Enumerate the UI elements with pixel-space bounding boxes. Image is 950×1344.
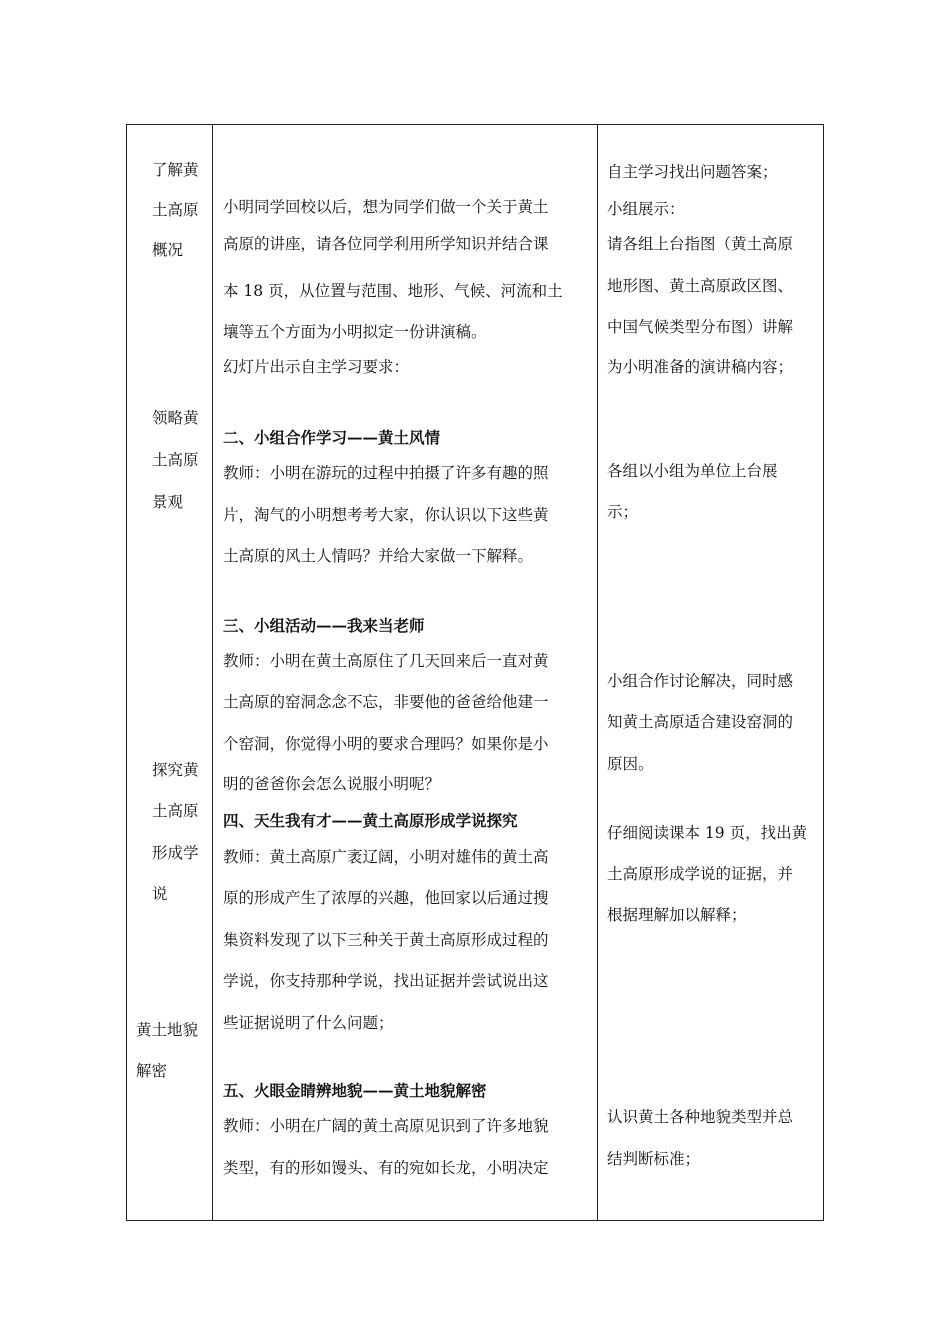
topic-text: 领略黄 [152, 409, 199, 427]
section-heading: 四、天生我有才——黄土高原形成学说探究 [223, 811, 518, 830]
teacher-line: 类型，有的形如馒头、有的宛如长龙，小明决定 [223, 1159, 549, 1177]
teacher-line: 幻灯片出示自主学习要求： [223, 358, 410, 376]
student-line: 地形图、黄土高原政区图、 [607, 277, 794, 295]
student-line: 各组以小组为单位上台展 [607, 462, 778, 480]
teacher-line: 本 18 页，从位置与范围、地形、气候、河流和土 [223, 282, 563, 300]
student-line: 认识黄土各种地貌类型并总 [607, 1108, 794, 1126]
student-line: 原因。 [607, 755, 654, 773]
teacher-line: 个窑洞，你觉得小明的要求合理吗？如果你是小 [223, 735, 549, 753]
topic-text: 土高原 [152, 201, 199, 219]
student-line: 小组展示： [607, 200, 685, 218]
topic-text: 说 [152, 885, 168, 903]
teacher-line: 教师：小明在游玩的过程中拍摄了许多有趣的照 [223, 464, 549, 482]
topic-text: 概况 [152, 241, 184, 259]
section-heading: 二、小组合作学习——黄土风情 [223, 428, 441, 447]
topic-text: 解密 [136, 1062, 168, 1080]
teacher-line: 原的形成产生了浓厚的兴趣，他回家以后通过搜 [223, 889, 549, 907]
topic-text: 探究黄 [152, 761, 199, 779]
student-line: 知黄土高原适合建设窑洞的 [607, 713, 794, 731]
topic-text: 形成学 [152, 844, 199, 862]
student-line: 仔细阅读课本 19 页，找出黄 [607, 824, 808, 842]
topic-text: 土高原 [152, 802, 199, 820]
teacher-line: 教师：小明在黄土高原住了几天回来后一直对黄 [223, 652, 549, 670]
column-divider-2 [597, 125, 598, 1220]
topic-text: 景观 [152, 493, 184, 511]
column-divider-1 [212, 125, 213, 1220]
student-line: 请各组上台指图（黄土高原 [607, 235, 794, 253]
student-line: 为小明准备的演讲稿内容； [607, 358, 794, 376]
teacher-line: 土高原的窑洞念念不忘，非要他的爸爸给他建一 [223, 693, 549, 711]
student-line: 小组合作讨论解决，同时感 [607, 672, 794, 690]
student-line: 土高原形成学说的证据，并 [607, 865, 794, 883]
student-line: 自主学习找出问题答案； [607, 163, 778, 181]
teacher-line: 教师：小明在广阔的黄土高原见识到了许多地貌 [223, 1117, 549, 1135]
teacher-line: 集资料发现了以下三种关于黄土高原形成过程的 [223, 931, 549, 949]
section-heading: 三、小组活动——我来当老师 [223, 616, 425, 635]
student-line: 根据理解加以解释； [607, 906, 747, 924]
section-heading: 五、火眼金睛辨地貌——黄土地貌解密 [223, 1081, 487, 1100]
topic-text: 了解黄 [152, 161, 199, 179]
teacher-line: 教师：黄土高原广袤辽阔，小明对雄伟的黄土高 [223, 848, 549, 866]
teacher-line: 高原的讲座，请各位同学利用所学知识并结合课 [223, 235, 549, 253]
teacher-line: 些证据说明了什么问题； [223, 1014, 394, 1032]
teacher-line: 壤等五个方面为小明拟定一份讲演稿。 [223, 323, 487, 341]
topic-text: 黄土地貌 [136, 1021, 199, 1039]
teacher-line: 小明同学回校以后，想为同学们做一个关于黄土 [223, 198, 549, 216]
student-line: 中国气候类型分布图）讲解 [607, 318, 794, 336]
teacher-line: 片，淘气的小明想考考大家，你认识以下这些黄 [223, 506, 549, 524]
student-line: 结判断标准； [607, 1150, 701, 1168]
teacher-line: 明的爸爸你会怎么说服小明呢？ [223, 775, 441, 793]
teacher-line: 学说，你支持那种学说，找出证据并尝试说出这 [223, 972, 549, 990]
student-line: 示； [607, 503, 639, 521]
teacher-line: 土高原的风土人情吗？并给大家做一下解释。 [223, 547, 534, 565]
topic-text: 土高原 [152, 451, 199, 469]
